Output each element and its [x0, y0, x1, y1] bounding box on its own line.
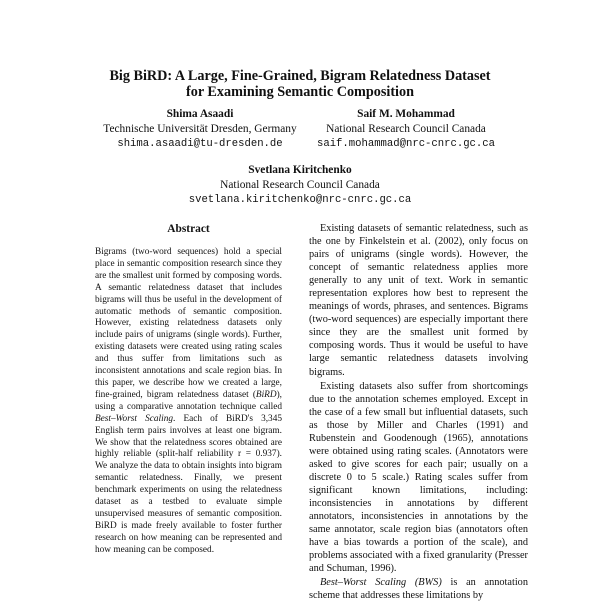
abstract-text-part: Bigrams (two-word sequences) hold a special place in semantic composition research since they are the smallest unit formed by composing words. A semantic relatedness dataset that includes bigrams will thus be useful in the development of automatic methods of semantic composition. However, existing relatedness datasets only include pairs of unigrams (single words). Further, existing datasets were created using rating scales and thus suffer from limitations such as inconsistent annotations and scale region bias. In this paper, we describe how we created a large, fine-grained, bigram relatedness dataset ( — [95, 247, 282, 400]
author-name: Svetlana Kiritchenko — [248, 164, 352, 176]
abstract-column — [95, 222, 282, 557]
body-emphasis-bws: Best–Worst Scaling (BWS) — [320, 577, 442, 589]
abstract-heading: Abstract — [167, 223, 210, 235]
author-name: Saif M. Mohammad — [357, 108, 455, 120]
abstract-emphasis-bws: Best–Worst Scaling — [95, 413, 174, 424]
author-name: Shima Asaadi — [166, 108, 234, 120]
body-paragraph-2: Existing datasets also suffer from shortcomings due to the annotation schemes employed. Except in the case of a few small but influential datasets, such as those by Miller and Charles (1991) and Rubenstein and Goodenough (1965), annotations were obtained using rating scales. (Annotators were asked to give scores for each pair; usually on a discrete 0 to 5 scale.) Rating scales suffer from significant known limitations, including: inconsistencies in annotations by different annotators, inconsistencies in annotations by the same annotator, scale region bias (annotators often have a bias towards a portion of the scale), and problems associated with a fixed granularity (Presser and Schuman, 1996). — [309, 380, 528, 575]
author-email: saif.mohammad@nrc-cnrc.gc.ca — [316, 138, 495, 150]
abstract-text — [95, 247, 282, 557]
body-text-part: is an annotation scheme that addresses these limitations by — [309, 577, 528, 602]
paper-title-line-1: Big BiRD: A Large, Fine-Grained, Bigram Relatedness Dataset — [109, 68, 491, 84]
author-affiliation: National Research Council Canada — [220, 179, 380, 191]
abstract-text-part: ), using a comparative annotation technique called — [95, 389, 282, 412]
author-email: shima.asaadi@tu-dresden.de — [117, 138, 283, 150]
abstract-text-part: . Each of BiRD's 3,345 English term pairs involves at least one bigram. We show that the relatedness scores obtained are highly reliable (split-half reliability r = 0.937). We analyze the data to obtain insights into bigram semantic relatedness. Finally, we present benchmark experiments on using the relatedness dataset as a testbed to evaluate simple unsupervised measures of semantic composition. BiRD is made freely available to foster further research on how meaning can be represented and how meaning can be composed. — [95, 413, 282, 555]
author-affiliation: Technische Universität Dresden, Germany — [103, 123, 297, 135]
body-paragraph-3 — [309, 576, 528, 602]
body-paragraph-1: Existing datasets of semantic relatedness, such as the one by Finkelstein et al. (2002), only focus on pairs of unigrams (single words). However, the concept of semantic relatedness applies more generally to any unit of text. Work in semantic representation explores how best to represent the meanings of words, phrases, and sentences. Bigrams (two-word sequences) are especially important there since they are the smallest unit formed by composing words. Thus it would be useful to have large semantic relatedness datasets involving bigrams. — [309, 223, 528, 378]
abstract-emphasis-bird: BiRD — [255, 389, 277, 400]
author-affiliation: National Research Council Canada — [326, 123, 486, 135]
paper-title-line-2: for Examining Semantic Composition — [186, 84, 414, 100]
body-column — [309, 222, 528, 602]
author-email: svetlana.kiritchenko@nrc-cnrc.gc.ca — [188, 194, 412, 206]
paper-title — [60, 68, 540, 100]
